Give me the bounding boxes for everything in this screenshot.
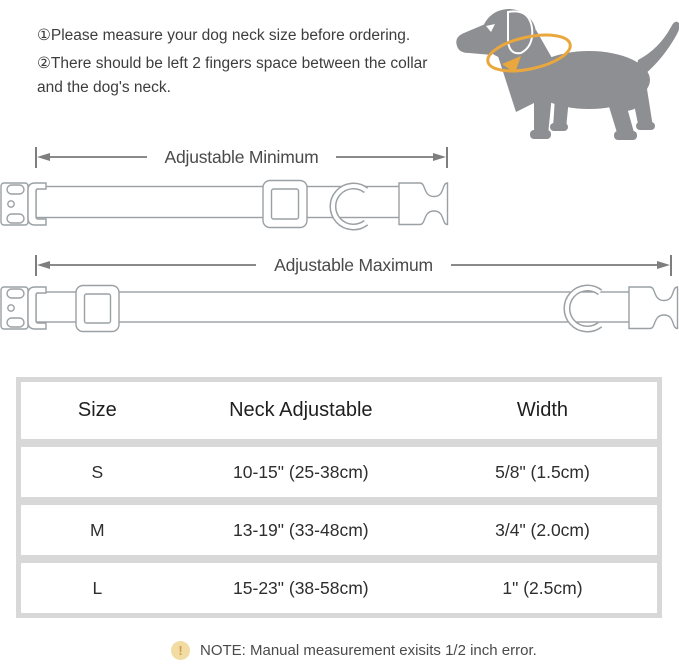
cell-width: 5/8" (1.5cm) (495, 461, 590, 482)
arrow-right-icon (657, 261, 670, 269)
exclamation-icon: ! (171, 641, 190, 660)
dog-neck-measure-illustration (452, 0, 679, 145)
table-row-m (21, 505, 657, 555)
collar-diagram-maximum (0, 282, 679, 338)
dimension-endcap (446, 147, 448, 168)
header-width: Width (516, 399, 569, 421)
adjustable-minimum-label: Adjustable Minimum (164, 146, 319, 167)
dimension-line (451, 264, 657, 266)
table-row-l (21, 563, 657, 613)
instruction-line-2: ②There should be left 2 fingers space between the collar and the dog's neck. (37, 55, 428, 96)
dog-silhouette-icon (452, 0, 679, 145)
table-header-row (21, 382, 657, 439)
header-size: Size (77, 399, 117, 421)
adjustable-maximum-label: Adjustable Maximum (274, 254, 433, 275)
cell-size: M (90, 519, 105, 540)
arrow-left-icon (37, 153, 50, 161)
measurement-error-note (171, 641, 537, 660)
cell-size: S (91, 461, 104, 482)
cell-width: 3/4" (2.0cm) (495, 519, 590, 540)
dimension-line (50, 156, 147, 158)
header-neck-adjustable: Neck Adjustable (229, 399, 373, 421)
cell-neck: 15-23" (38-58cm) (233, 577, 369, 598)
arrow-right-icon (433, 153, 446, 161)
collar-diagram-minimum (0, 175, 679, 245)
note-text: NOTE: Manual measurement exisits 1/2 inch error. (200, 642, 537, 659)
cell-size: L (92, 577, 103, 598)
dimension-line (336, 156, 433, 158)
table-row-s (21, 447, 657, 497)
dimension-line (50, 264, 256, 266)
dimension-endcap (670, 255, 672, 276)
instruction-line-1: ①Please measure your dog neck size before ordering. (37, 27, 411, 44)
adjustable-minimum-dimension (35, 146, 448, 168)
size-chart-table (16, 377, 662, 618)
adjustable-maximum-dimension (35, 254, 672, 276)
cell-neck: 13-19" (33-48cm) (233, 519, 369, 540)
cell-width: 1" (2.5cm) (502, 577, 583, 598)
arrow-left-icon (37, 261, 50, 269)
cell-neck: 10-15" (25-38cm) (233, 461, 369, 482)
measuring-instructions (37, 24, 451, 104)
